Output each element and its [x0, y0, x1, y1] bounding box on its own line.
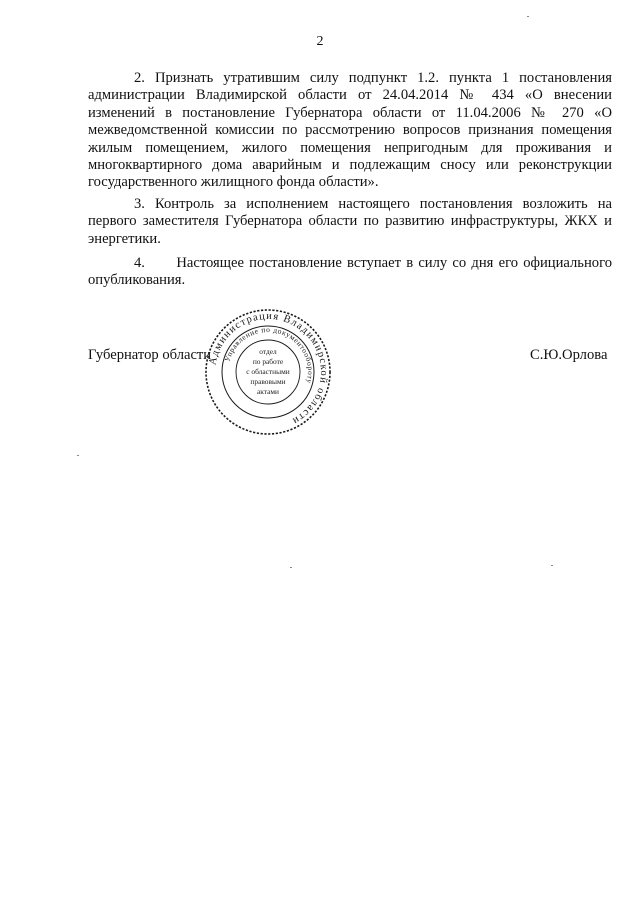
paragraph-2: 2. Признать утратившим силу подпункт 1.2. пункта 1 постановления администрации Владимирской области от 24.04.2014 № 434 «О внесении изменений в постановление Губернатора области от 11.04.2006 № 270 «О межведомственной комиссии по рассмотрению вопросов признания помещения жилым помещением, жилого помещения непригодным для проживания и многоквартирного дома аварийным и подлежащим сносу или реконструкции государственного жилищного фонда области». — [88, 70, 612, 191]
stamp-center-line-5: актами — [256, 387, 280, 396]
scan-speck — [290, 567, 292, 568]
stamp-center-line-3: с областными — [246, 367, 290, 376]
stamp-outer-text: Администрация Владимирской области — [207, 310, 330, 427]
stamp-center-line-2: по работе — [252, 357, 284, 366]
scan-speck — [527, 16, 529, 17]
paragraph-4: 4. Настоящее постановление вступает в силу со дня его официального опубликования. — [88, 255, 612, 289]
signatory-title: Губернатор области — [88, 347, 212, 363]
stamp-center-line-4: правовыми — [250, 377, 286, 386]
page-number: 2 — [316, 34, 324, 49]
official-stamp — [203, 307, 333, 437]
stamp-center-line-1: отдел — [259, 347, 277, 356]
scan-speck — [77, 455, 79, 456]
signatory-name: С.Ю.Орлова — [530, 347, 608, 363]
paragraph-3: 3. Контроль за исполнением настоящего постановления возложить на первого заместителя Губернатора области по развитию инфраструктуры, ЖКХ и энергетики. — [88, 196, 612, 247]
scan-speck — [551, 565, 553, 566]
stamp-inner-ring-text: Управление по документообороту — [222, 324, 316, 385]
